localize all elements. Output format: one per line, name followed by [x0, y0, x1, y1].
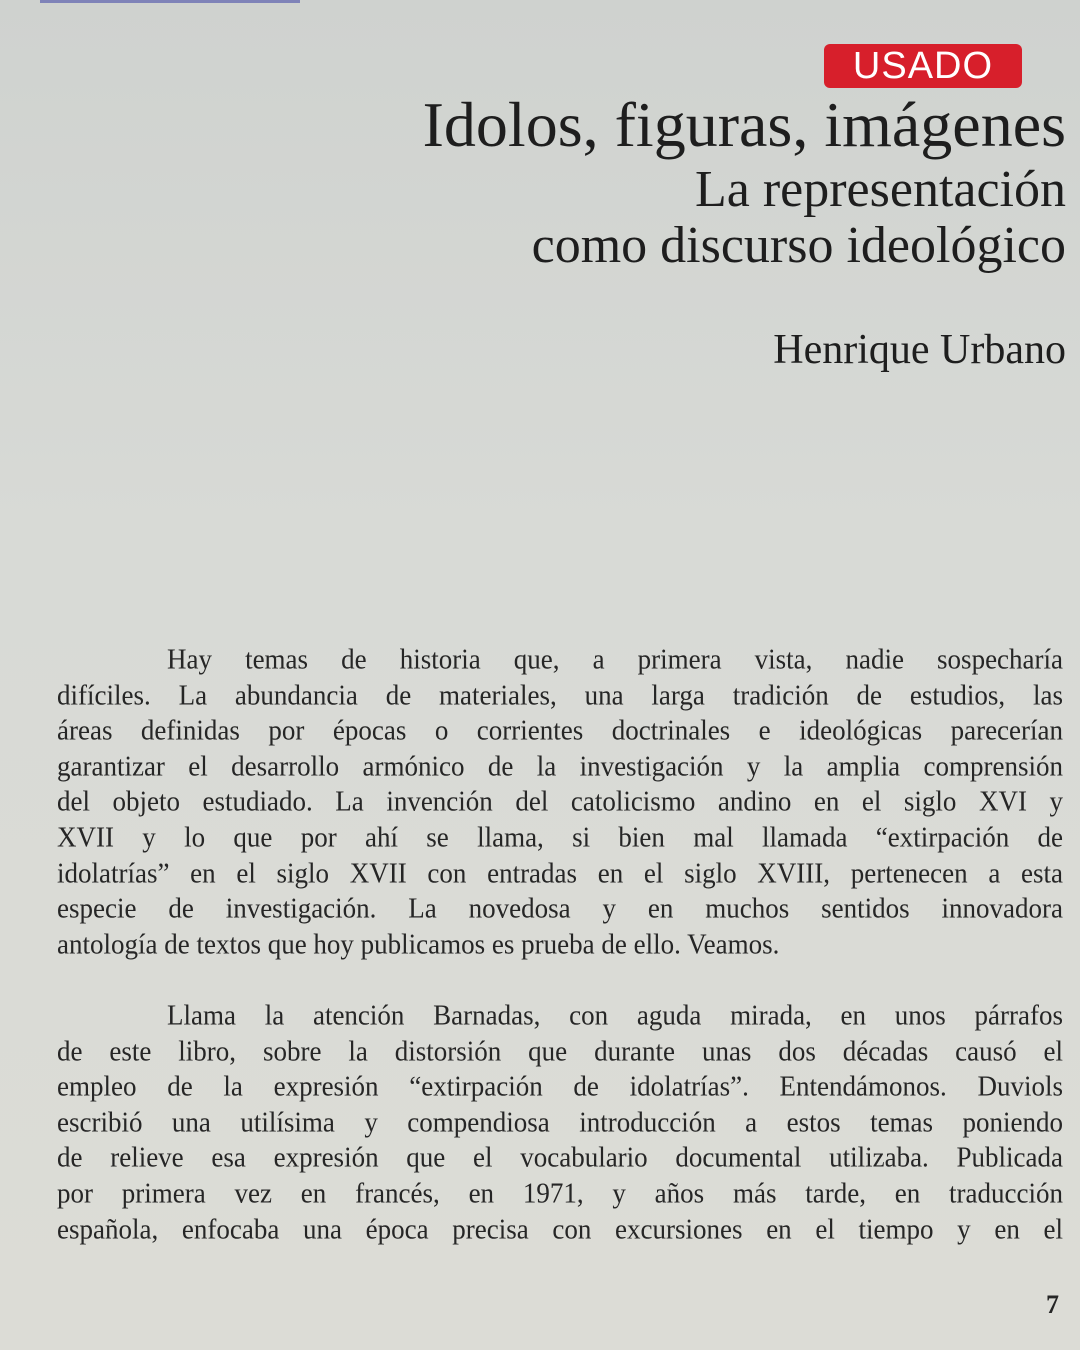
- used-badge: USADO: [824, 44, 1022, 88]
- text-line: por primera vez en francés, en 1971, y años más tarde, en traducción: [57, 1177, 1063, 1209]
- author-name: Henrique Urbano: [773, 327, 1066, 373]
- subtitle-line-2: como discurso ideológico: [531, 217, 1066, 274]
- text-line: Hay temas de historia que, a primera vista, nadie sospecharía: [167, 643, 1063, 675]
- text-line: empleo de la expresión “extirpación de idolatrías”. Entendámonos. Duviols: [57, 1070, 1063, 1102]
- text-line: escribió una utilísima y compendiosa introducción a estos temas poniendo: [57, 1105, 1063, 1138]
- text-line: española, enfocaba una época precisa con excursiones en el tiempo y en el: [57, 1212, 1063, 1245]
- subtitle-line-1: La representación: [694, 161, 1066, 218]
- text-line: idolatrías” en el siglo XVII con entradas en el siglo XVIII, pertenecen a esta: [57, 856, 1063, 889]
- text-line: garantizar el desarrollo armónico de la investigación y la amplia comprensión: [57, 749, 1063, 782]
- paragraph-2: [57, 998, 1063, 1247]
- text-line: de relieve esa expresión que el vocabulario documental utilizaba. Publicada: [57, 1141, 1063, 1174]
- text-line: XVII y lo que por ahí se llama, si bien mal llamada “extirpación de: [57, 821, 1063, 853]
- pen-mark: [40, 0, 300, 13]
- text-line: áreas definidas por épocas o corrientes doctrinales e ideológicas parecerían: [57, 714, 1063, 746]
- text-line: del objeto estudiado. La invención del catolicismo andino en el siglo XVI y: [57, 785, 1063, 818]
- text-line: especie de investigación. La novedosa y en muchos sentidos innovadora: [57, 892, 1063, 924]
- page-number: 7: [1046, 1290, 1059, 1319]
- paragraph-1: [57, 642, 1063, 962]
- text-line: difíciles. La abundancia de materiales, una larga tradición de estudios, las: [57, 678, 1063, 711]
- text-line: de este libro, sobre la distorsión que durante unas dos décadas causó el: [57, 1034, 1063, 1067]
- text-line: antología de textos que hoy publicamos es prueba de ello. Veamos.: [57, 927, 780, 960]
- text-line: Llama la atención Barnadas, con aguda mirada, en unos párrafos: [167, 999, 1063, 1031]
- book-title: Idolos, figuras, imágenes: [422, 89, 1066, 160]
